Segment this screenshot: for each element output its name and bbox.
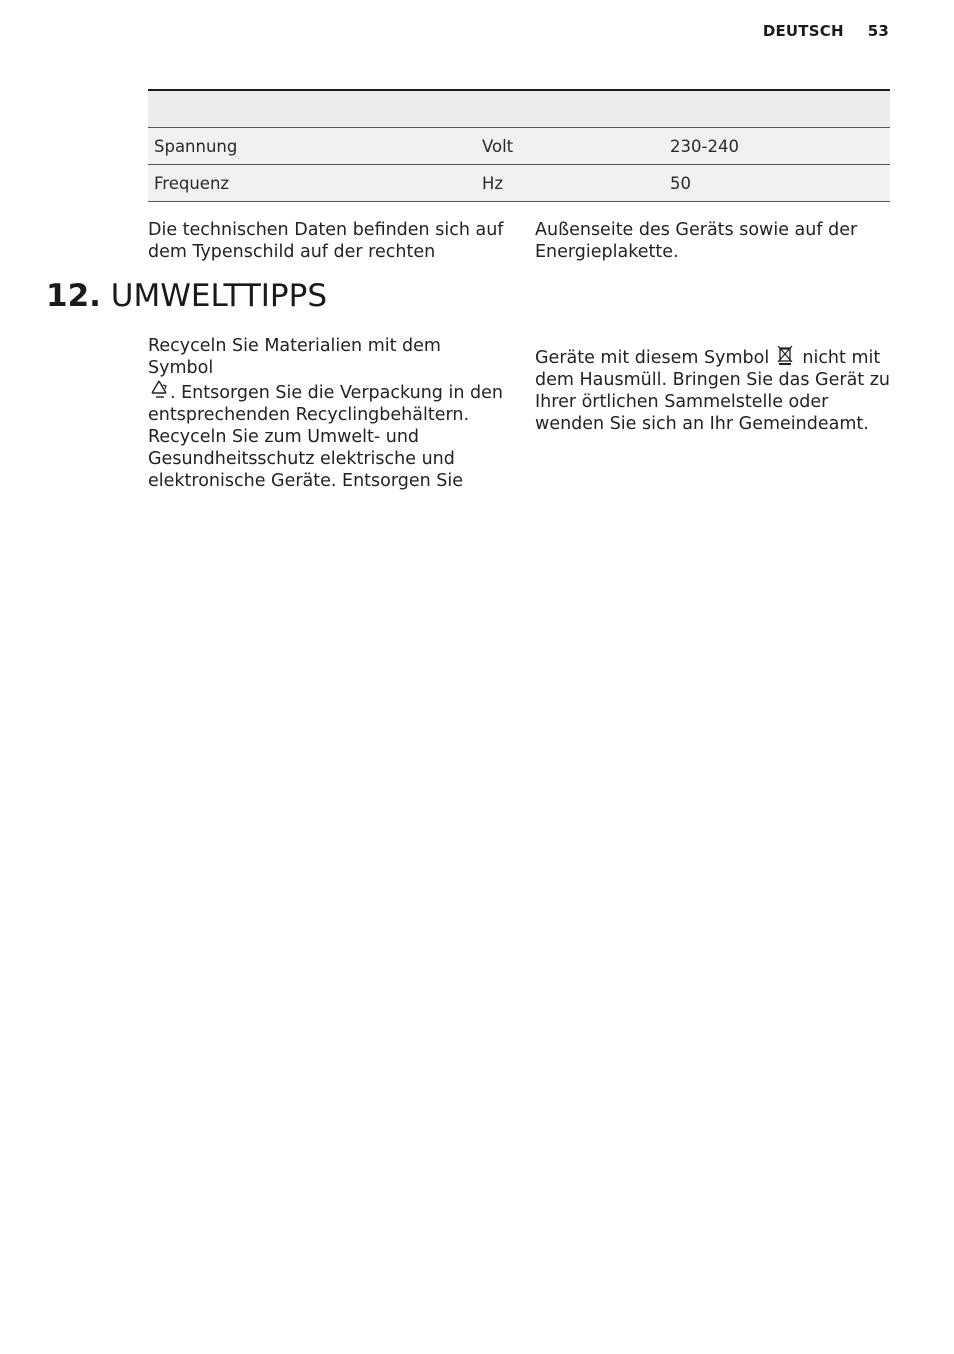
env-paragraph-1 xyxy=(148,335,510,492)
env-text-1b: . Entsorgen Sie die Verpackung in den entsprechenden Recyclingbehältern. Recyceln Sie zum Umwelt- und Gesundheitsschutz elektrische und elektronische Geräte. Entsorgen Sie xyxy=(148,383,503,491)
spec-unit: Volt xyxy=(476,128,664,165)
env-text-2a: Geräte mit diesem Symbol xyxy=(535,348,770,368)
crossed-bin-icon xyxy=(775,344,797,366)
tech-note-col2: Außenseite des Geräts sowie auf der Energieplakette. xyxy=(535,220,858,262)
page-header xyxy=(763,22,889,40)
section-heading: UMWELTTIPPS xyxy=(110,278,327,314)
table-row xyxy=(148,165,890,202)
header-language: DEUTSCH xyxy=(762,22,844,40)
spec-value: 50 xyxy=(664,165,890,202)
spec-table xyxy=(148,89,890,202)
env-text-2b: nicht mit dem Hausmüll. Bringen Sie das Gerät zu Ihrer örtlichen Sammelstelle oder wenden Sie sich an Ihr Gemeindeamt. xyxy=(535,348,891,434)
table-row xyxy=(148,128,890,165)
recycle-icon xyxy=(148,379,170,401)
env-text-1a: Recyceln Sie Materialien mit dem Symbol xyxy=(148,336,441,378)
page-number: 53 xyxy=(867,22,889,40)
section-title xyxy=(46,278,327,314)
spec-table-header xyxy=(148,90,890,128)
section-number: 12. xyxy=(46,278,101,314)
spec-name: Spannung xyxy=(148,128,476,165)
spec-unit: Hz xyxy=(476,165,664,202)
spec-name: Frequenz xyxy=(148,165,476,202)
env-paragraph-2 xyxy=(535,344,890,435)
spec-value: 230-240 xyxy=(664,128,890,165)
tech-note-col1: Die technischen Daten befinden sich auf dem Typenschild auf der rechten xyxy=(148,220,504,262)
